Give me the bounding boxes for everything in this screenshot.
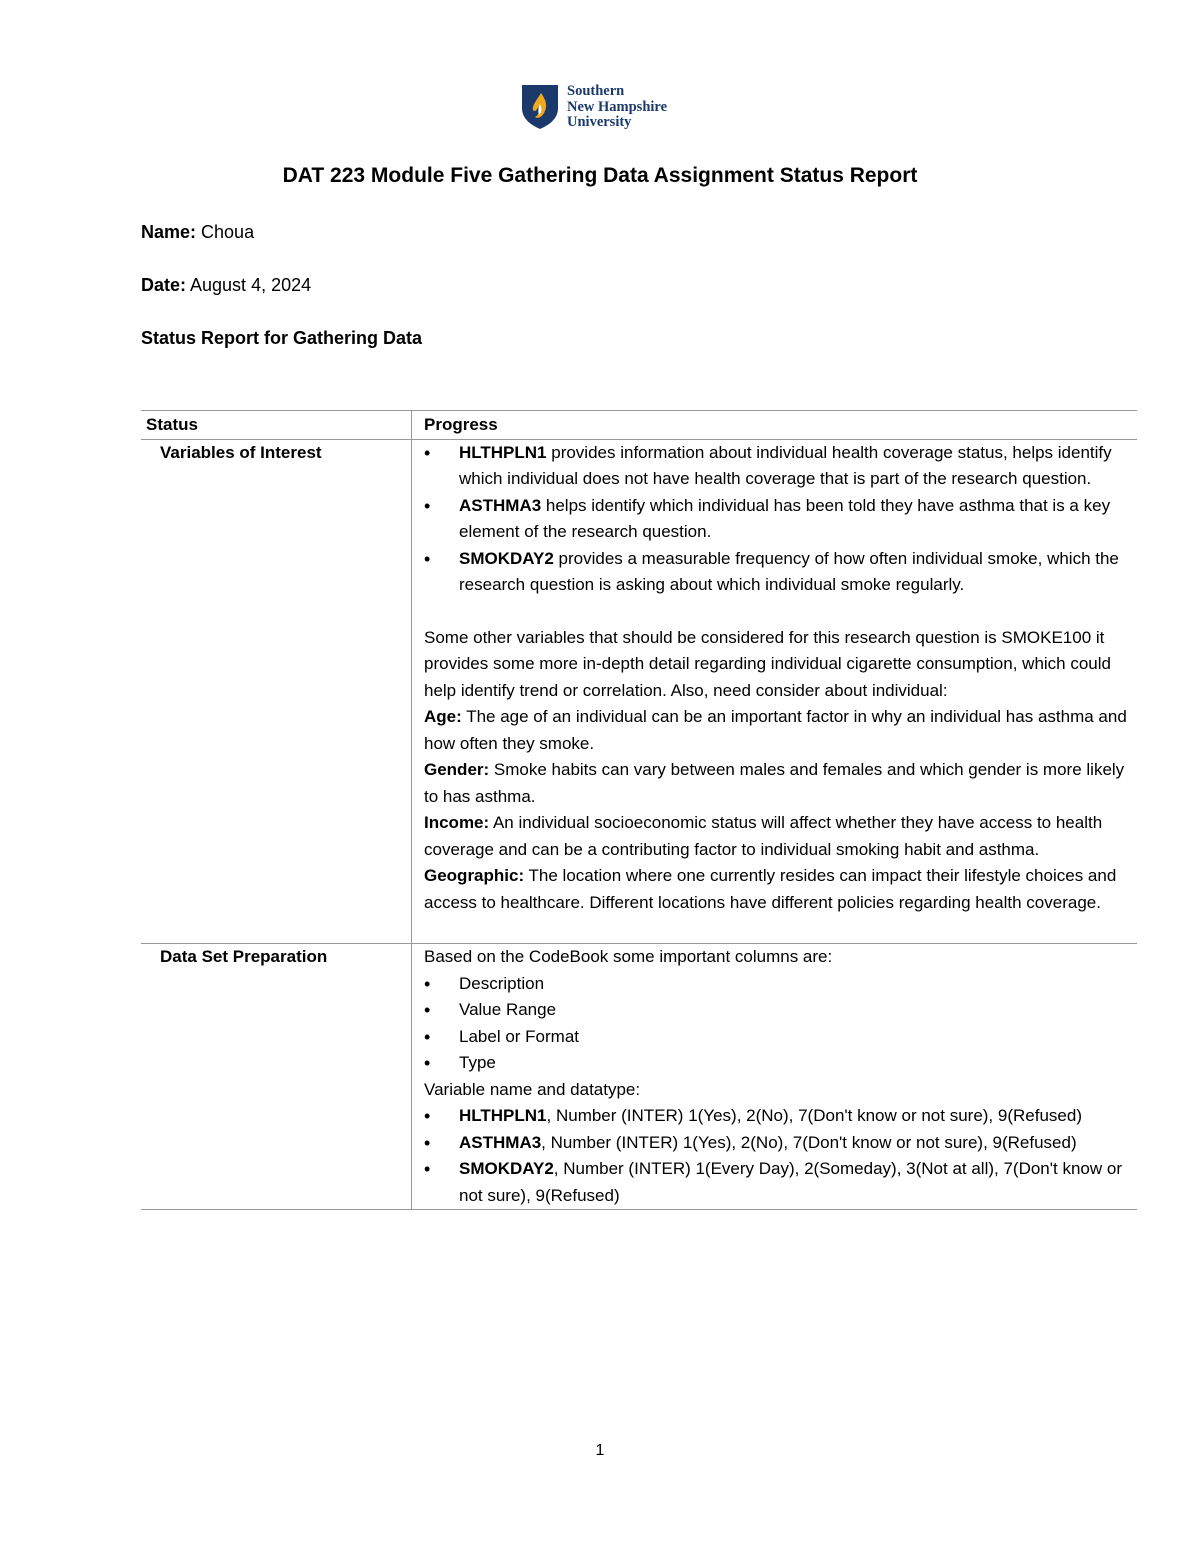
factor-term: Income:	[424, 813, 490, 832]
document-title: DAT 223 Module Five Gathering Data Assignment Status Report	[282, 164, 918, 187]
list-item	[424, 1103, 1129, 1130]
variable-heading: Variable name and datatype:	[424, 1079, 641, 1099]
factor-gender	[424, 757, 1129, 810]
other-variables-paragraph: Some other variables that should be considered for this research question is SMOKE100 it provides some more in-depth detail regarding individual cigarette consumption, which could help identify trend or correlation. Also, need consider about individual:	[424, 627, 1111, 700]
variable-datatype: , Number (INTER) 1(Yes), 2(No), 7(Don't know or not sure), 9(Refused)	[541, 1132, 1077, 1152]
factor-text: The location where one currently resides can impact their lifestyle choices and access to healthcare. Different locations have different policies regarding health coverage.	[424, 866, 1117, 912]
table-row	[141, 439, 1137, 944]
variable-term: SMOKDAY2	[459, 1159, 554, 1178]
factor-text: An individual socioeconomic status will affect whether they have access to health coverage and can be a contributing factor to individual smoking habit and asthma.	[424, 813, 1103, 859]
page-number: 1	[595, 1442, 605, 1459]
name-label: Name:	[141, 222, 197, 242]
factor-text: Smoke habits can vary between males and females and which gender is more likely to has asthma.	[424, 760, 1125, 806]
shield-flame-icon	[521, 84, 559, 130]
variable-description: helps identify which individual has been told they have asthma that is a key element of the research question.	[459, 495, 1111, 541]
variable-datatype-list	[424, 1103, 1129, 1209]
list-item	[424, 1130, 1129, 1157]
factor-term: Age:	[424, 707, 462, 726]
logo-line-1: Southern	[567, 83, 625, 99]
list-item: • Value Range	[424, 997, 1129, 1024]
variable-bullet-list	[424, 440, 1129, 599]
logo-line-2: New Hampshire	[567, 98, 668, 115]
list-item	[424, 1156, 1129, 1209]
header-status: Status	[141, 411, 412, 440]
section-heading: Status Report for Gathering Data	[141, 328, 423, 348]
date-value: August 4, 2024	[186, 275, 312, 295]
row-status-variables: Variables of Interest	[141, 439, 412, 944]
factor-income	[424, 810, 1129, 863]
codebook-columns-list	[424, 971, 1129, 1077]
list-item	[424, 546, 1129, 599]
variable-datatype: , Number (INTER) 1(Every Day), 2(Someday), 3(Not at all), 7(Don't know or not sure), 9(Refused)	[459, 1159, 1122, 1205]
variable-description: provides a measurable frequency of how often individual smoke, which the research question is asking about which individual smoke regularly.	[459, 548, 1119, 594]
variable-description: provides information about individual health coverage status, helps identify which individual does not have health coverage that is part of the research question.	[459, 442, 1112, 488]
table-header-row	[141, 411, 1137, 440]
variable-term: ASTHMA3	[459, 495, 542, 515]
university-logo	[521, 84, 691, 132]
factor-term: Geographic:	[424, 866, 525, 885]
factor-age	[424, 704, 1129, 757]
status-table	[141, 410, 1137, 1210]
variable-term: HLTHPLN1	[459, 1106, 547, 1125]
name-field	[141, 222, 254, 243]
list-item: • Description	[424, 971, 1129, 998]
list-item: • Type	[424, 1050, 1129, 1077]
variable-datatype: , Number (INTER) 1(Yes), 2(No), 7(Don't know or not sure), 9(Refused)	[546, 1106, 1082, 1125]
codebook-intro: Based on the CodeBook some important columns are:	[424, 947, 833, 966]
row-progress-variables	[412, 439, 1138, 944]
row-status-dataset: Data Set Preparation	[141, 944, 412, 1210]
header-progress: Progress	[412, 411, 1138, 440]
factor-geographic	[424, 863, 1129, 916]
name-value: Choua	[196, 222, 255, 242]
list-item: • Label or Format	[424, 1024, 1129, 1051]
row-progress-dataset	[412, 944, 1138, 1210]
variable-term: SMOKDAY2	[459, 548, 554, 568]
variable-term: ASTHMA3	[459, 1132, 542, 1152]
factor-text: The age of an individual can be an important factor in why an individual has asthma and how often they smoke.	[424, 707, 1127, 753]
list-item	[424, 493, 1129, 546]
list-item	[424, 440, 1129, 493]
date-label: Date:	[141, 275, 187, 295]
variable-term: HLTHPLN1	[459, 442, 547, 462]
table-row	[141, 944, 1137, 1210]
date-field	[141, 275, 311, 296]
factor-term: Gender:	[424, 760, 490, 779]
logo-line-3: University	[567, 114, 632, 130]
